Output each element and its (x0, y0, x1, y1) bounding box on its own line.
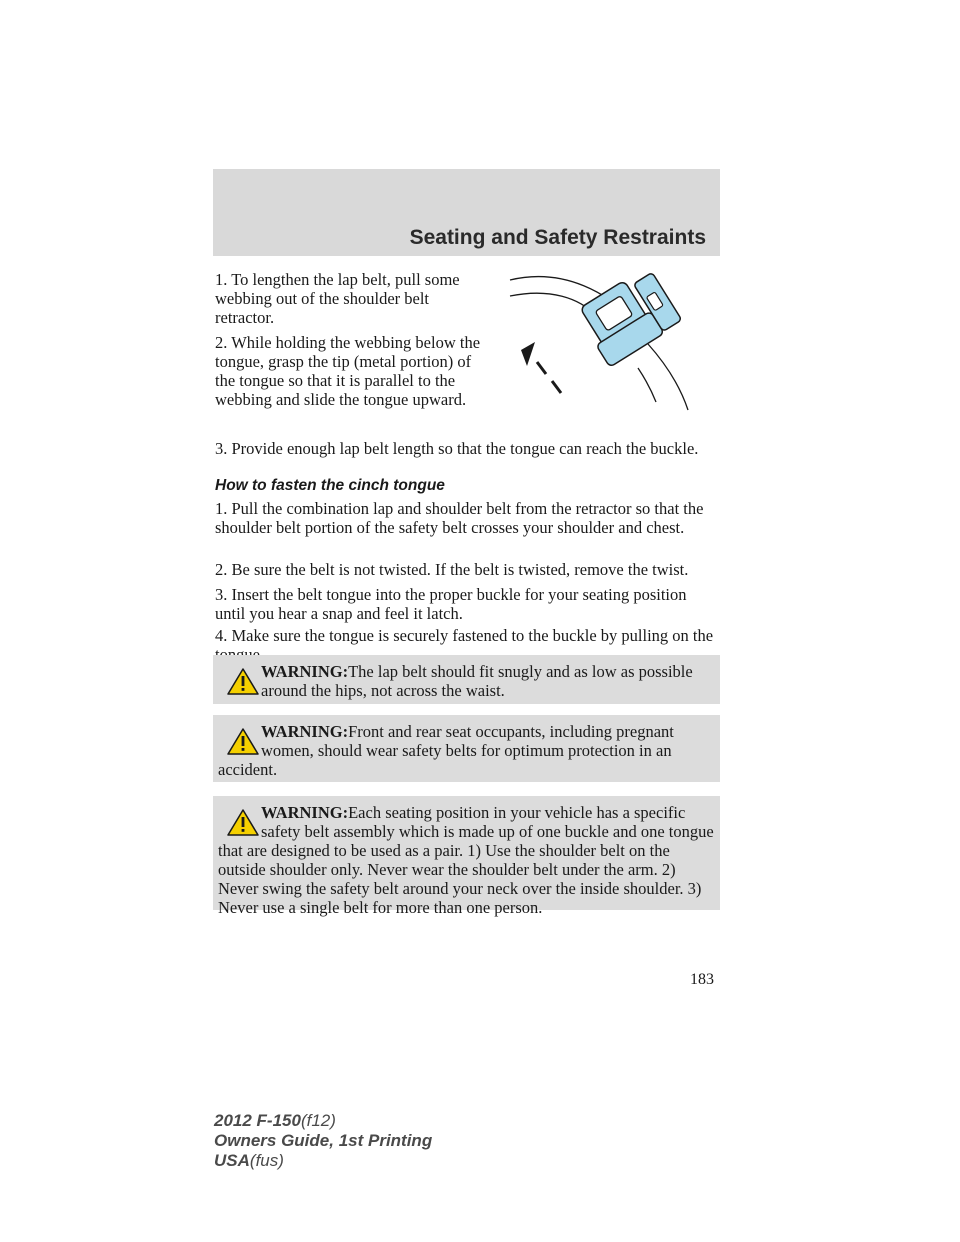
warning-label-3: WARNING: (261, 803, 349, 822)
warning-box-1 (213, 655, 720, 704)
fasten-step-4: 4. Make sure the tongue is securely fastened to the buckle by pulling on the (215, 626, 714, 645)
footer-market-code: (fus) (249, 1151, 284, 1170)
belt-webbing-left-edge (638, 368, 656, 402)
belt-tongue (575, 268, 683, 367)
upward-arrow-icon (521, 342, 535, 366)
lengthen-step-1: 1. To lengthen the lap belt, pull some webbing out of the shoulder belt retractor. (215, 270, 460, 327)
seat-belt-tongue-illustration (500, 268, 720, 418)
warning-text-2: Front and rear seat occupants, including pregnant women, should wear safety belts for optimum protection in an accident. (218, 722, 674, 779)
fasten-step-1: 1. Pull the combination lap and shoulder belt from the retractor so that the shoulder belt portion of the safety belt crosses your shoulder and chest. (215, 499, 704, 537)
footer-model-code: (f12) (300, 1111, 336, 1130)
warning-label-1: WARNING: (261, 662, 349, 681)
section-title: Seating and Safety Restraints (409, 226, 706, 249)
footer-edition (214, 1111, 432, 1171)
fasten-step-3: 3. Insert the belt tongue into the proper buckle for your seating position until you hear a snap and feel it latch. (215, 585, 687, 623)
warning-text-3: Each seating position in your vehicle has a specific safety belt assembly which is made up of one buckle and one tongue that are designed to be used as a pair. 1) Use the shoulder belt on the outside shoulder only. Never wear the shoulder belt under the arm. 2) Never swing the safety belt around your neck over the inside shoulder. 3) Never use a single belt for more than one person. (218, 803, 714, 917)
warning-label-2: WARNING: (261, 722, 349, 741)
section-header-band (213, 169, 720, 256)
fasten-step-2: 2. Be sure the belt is not twisted. If the belt is twisted, remove the twist. (215, 560, 689, 579)
footer-market: USA (214, 1151, 250, 1170)
footer-guide: Owners Guide, 1st Printing (214, 1131, 433, 1150)
warning-box-3 (213, 796, 720, 917)
lengthen-step-3: 3. Provide enough lap belt length so that the tongue can reach the buckle. (215, 439, 699, 458)
belt-webbing-right-edge (648, 344, 688, 410)
fasten-heading: How to fasten the cinch tongue (215, 477, 445, 494)
page-number: 183 (690, 971, 714, 988)
lengthen-step-2: 2. While holding the webbing below the tongue, grasp the tip (metal portion) of the tongue so that it is parallel to the webbing and slide the tongue upward. (215, 333, 481, 409)
footer-model: 2012 F-150 (214, 1111, 301, 1130)
warning-box-2 (213, 715, 720, 782)
warning-text-1: The lap belt should fit snugly and as low as possible around the hips, not across the waist. (261, 662, 693, 700)
